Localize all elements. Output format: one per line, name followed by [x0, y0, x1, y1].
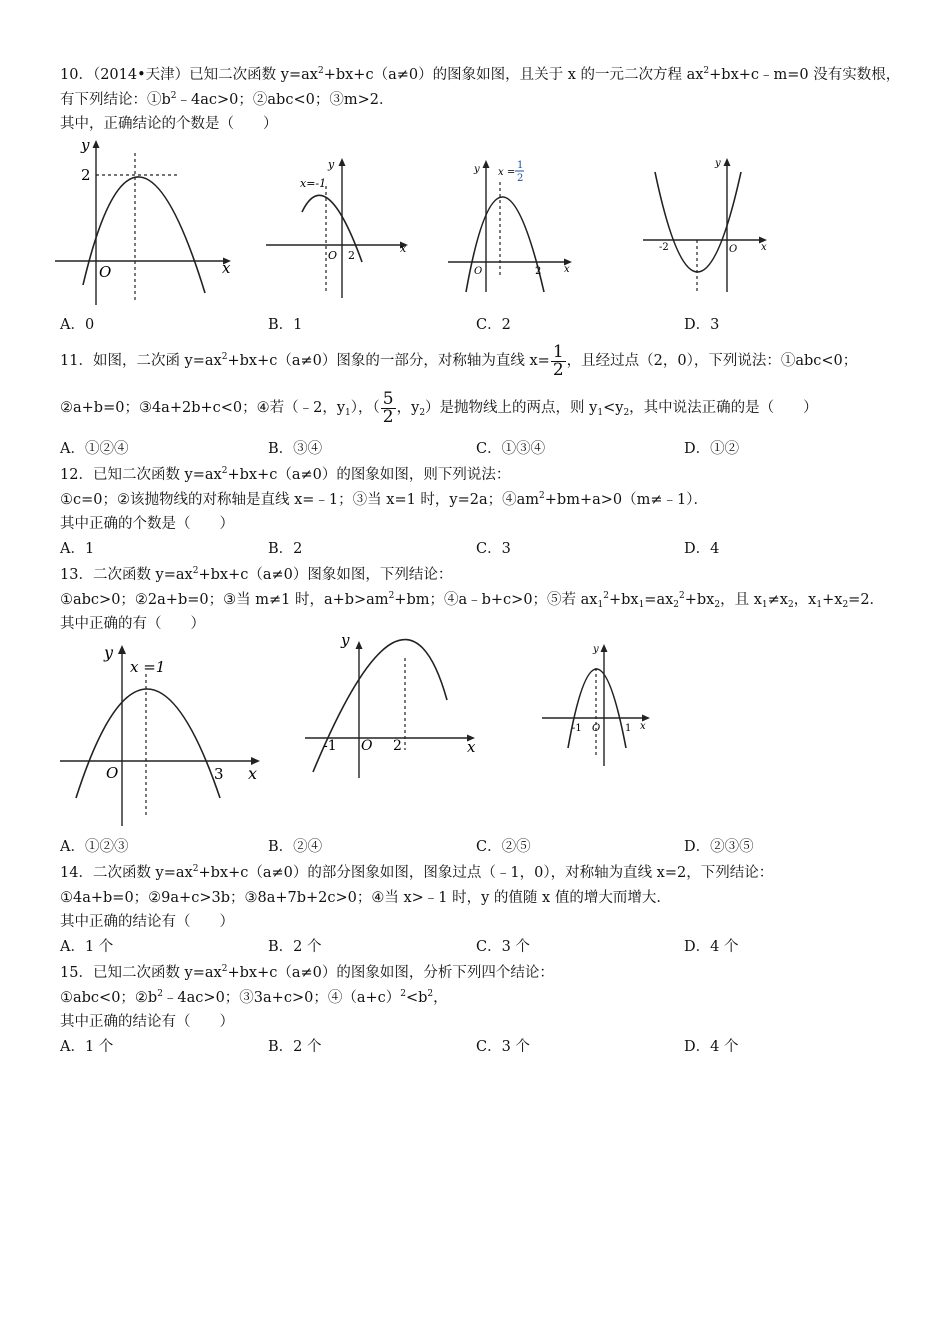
y-axis-label: y [81, 136, 90, 154]
axis-of-symmetry-label: x = [498, 167, 516, 178]
q13-graph-3 [540, 640, 670, 770]
y-axis-label: y [328, 158, 335, 171]
q10-line3: 其中，正确结论的个数是（ ） [60, 116, 278, 132]
origin-label: O [729, 244, 738, 255]
origin-label: O [361, 738, 373, 754]
x-mark-right-label: 1 [625, 723, 632, 734]
q10-graph-2 [262, 152, 422, 302]
x-mark-label: 2 [535, 266, 542, 277]
q12-line2: ①c=0；②该抛物线的对称轴是直线 x=﹣1；③当 x=1 时，y=2a；$④am^2+bm+a>0(m\ne﹣1)$． [60, 491, 708, 508]
x-axis-label: x [248, 764, 258, 783]
origin-label: O [474, 266, 483, 277]
origin-label: O [592, 723, 601, 734]
q14-option-a[interactable]: A．1 个 [60, 939, 114, 955]
q13-option-a[interactable]: A．①②③ [60, 839, 129, 855]
q12-option-d[interactable]: D．4 [684, 541, 720, 557]
q15-option-a[interactable]: A．1 个 [60, 1039, 114, 1055]
q11-line1: 11．如图，二次函 $y=ax^2+bx+c(a\ne 0)$图象的一部分，对称轴为直线 x= $\frac{1}{2}$ ，且经过点（2，0），下列说法：①abc<0； [60, 341, 858, 380]
x-mark-left-label: -1 [323, 738, 337, 754]
x-axis-label: x [564, 264, 570, 275]
x-mark-label: 3 [214, 765, 224, 783]
q13-line3: 其中正确的有（ ） [60, 616, 205, 632]
origin-label: O [106, 764, 119, 782]
y-axis-label: y [715, 158, 721, 169]
q14-option-b[interactable]: B．2 个 [268, 939, 322, 955]
x-axis-label: x [640, 721, 646, 732]
x-axis-label: x [761, 242, 767, 253]
q13-option-c[interactable]: C．②⑤ [476, 839, 531, 855]
q15-line2: ①abc<0；$②b^2﹣4ac>0$；③3a+c>0；$④(a+c)^2<b^2$， [60, 989, 448, 1006]
x-axis-label: x [222, 259, 231, 277]
y-axis-label: y [593, 644, 599, 655]
q10-option-a[interactable]: A．0 [60, 317, 95, 333]
q13-option-b[interactable]: B．②④ [268, 839, 323, 855]
axis-of-symmetry-label: x =1 [130, 658, 166, 676]
q14-line1: 14．二次函数 $y=ax^2+bx+c(a\ne 0)$的部分图象如图，图象过点（﹣1，0），对称轴为直线 x=2，下列结论： [60, 864, 774, 881]
q10-graph-3 [448, 152, 588, 302]
x-axis-label: x [467, 738, 476, 756]
q14-option-c[interactable]: C．3 个 [476, 939, 530, 955]
q12-line1: 12．已知二次函数 $y=ax^2+bx+c(a\ne 0)$的图象如图，则下列说法： [60, 466, 511, 483]
q11-option-b[interactable]: B．③④ [268, 441, 323, 457]
x-axis-label: x [400, 242, 407, 255]
q12-option-b[interactable]: B．2 [268, 541, 303, 557]
y-axis-label: y [104, 643, 114, 662]
q14-line2: ①4a+b=0；②9a+c>3b；③8a+7b+2c>0；④当 x>﹣1 时，y 的值随 x 值的增大而增大． [60, 890, 671, 906]
y-axis-label: y [341, 631, 350, 649]
q13-graph-2 [305, 632, 485, 782]
q12-option-a[interactable]: A．1 [60, 541, 95, 557]
x-mark-label: 2 [348, 249, 355, 262]
q10-line1: 10．（2014•天津）已知二次函数 $y=ax^2+bx+c(a\ne 0)$的图象如图，且关于 x 的一元二次方程 $ax^2+bx+c﹣m=0$ 没有实数根， [60, 66, 901, 83]
q10-graph-1 [55, 137, 235, 307]
y-mark-label: 2 [81, 166, 91, 184]
q11-option-d[interactable]: D．①② [684, 441, 740, 457]
q11-option-c[interactable]: C．①③④ [476, 441, 546, 457]
q13-option-d[interactable]: D．②③⑤ [684, 839, 754, 855]
origin-label: O [328, 249, 338, 262]
q13-line1: 13．二次函数 $y=ax^2+bx+c(a\ne 0)$图象如图，下列结论： [60, 566, 453, 583]
q10-option-d[interactable]: D．3 [684, 317, 720, 333]
q15-line1: 15．已知二次函数 $y=ax^2+bx+c(a\ne 0)$的图象如图，分析下列四个结论： [60, 964, 554, 981]
x-mark-left-label: -1 [572, 723, 582, 734]
q11-option-a[interactable]: A．①②④ [60, 441, 129, 457]
q12-line3: 其中正确的个数是（ ） [60, 516, 234, 532]
q11-line2: ②a+b=0；③4a+2b+c<0；④若（﹣2，$y_1$），（ $\frac{5}{2}$ ，$y_2$）是抛物线上的两点，则 $y_1<y_2$，其中说法正确的是（ ） [60, 388, 818, 427]
q15-option-b[interactable]: B．2 个 [268, 1039, 322, 1055]
q14-option-d[interactable]: D．4 个 [684, 939, 739, 955]
origin-label: O [99, 263, 112, 281]
q15-line3: 其中正确的结论有（ ） [60, 1014, 234, 1030]
x-mark-label: -2 [659, 242, 669, 253]
q13-graph-1 [58, 638, 268, 828]
q10-line2: 有下列结论：$①b^2﹣4ac>0$；②abc<0；③m>2． [60, 91, 394, 108]
axis-of-symmetry-label: x=-1 [300, 177, 327, 190]
q14-line3: 其中正确的结论有（ ） [60, 914, 234, 930]
q13-line2: ①abc>0；②2a+b=0；③当 m≠1 时，$a+b>am^2+bm$；④a﹣b+c>0；⑤若 $ax_1^2+bx_1=ax_2^2+bx_2$，且 $x_1\ne x_2$，$x_1+x_2=2$． [60, 591, 885, 610]
axis-frac-num: 1 [517, 160, 524, 171]
q10-option-c[interactable]: C．2 [476, 317, 511, 333]
q12-option-c[interactable]: C．3 [476, 541, 511, 557]
q10-option-b[interactable]: B．1 [268, 317, 303, 333]
y-axis-label: y [474, 164, 480, 175]
q10-graph-4 [643, 152, 773, 302]
axis-frac-den: 2 [517, 173, 524, 184]
x-mark-right-label: 2 [393, 738, 402, 754]
q15-option-c[interactable]: C．3 个 [476, 1039, 530, 1055]
q15-option-d[interactable]: D．4 个 [684, 1039, 739, 1055]
